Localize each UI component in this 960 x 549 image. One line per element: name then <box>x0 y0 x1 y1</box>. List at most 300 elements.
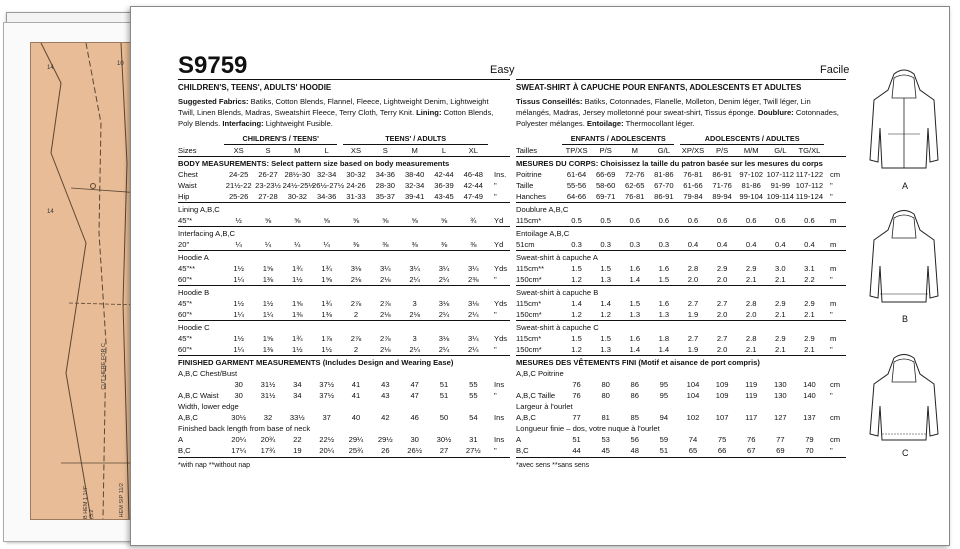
table-row <box>178 191 510 202</box>
row-value: 2.9 <box>775 334 786 343</box>
row-value: ⅝ <box>411 216 418 225</box>
sizes-row <box>178 145 510 156</box>
row-value: 1⅜ <box>292 310 303 319</box>
row-value: 2.0 <box>716 345 728 354</box>
row-value: ⅜ <box>382 240 389 249</box>
row-value: 50 <box>439 413 449 422</box>
row-value: 1¾ <box>292 334 303 343</box>
row-value: 2.1 <box>745 345 757 354</box>
row-value: 61-66 <box>683 181 703 190</box>
table-rule <box>178 202 510 203</box>
row-value: 33½ <box>289 413 305 422</box>
row-value: 46-48 <box>463 170 484 179</box>
row-label: 60"* <box>178 310 193 319</box>
row-value: 3¼ <box>380 264 391 273</box>
row-value: 76-81 <box>683 170 703 179</box>
size-cell: TP/XS <box>565 146 588 155</box>
yardage-group-title: Hoodie B <box>178 288 210 297</box>
row-value: 2.0 <box>716 275 728 284</box>
row-value: ⅝ <box>323 216 330 225</box>
finished-group-title: A,B,C Chest/Bust <box>178 369 238 378</box>
row-value: 46 <box>410 413 419 422</box>
yardage-group-title: Hoodie A <box>178 253 209 262</box>
row-value: 86 <box>630 380 639 389</box>
row-value: 86-91 <box>712 170 732 179</box>
table-row <box>178 274 510 285</box>
yardage-group-title: Doublure A,B,C <box>516 205 569 214</box>
row-value: 54 <box>469 413 478 422</box>
row-value: 36-39 <box>434 181 454 190</box>
finished-group-title: Width, lower edge <box>178 402 239 411</box>
hoodie-view-a-illustration <box>864 68 944 180</box>
row-value: 34-36 <box>316 192 337 201</box>
row-value: 42 <box>381 413 390 422</box>
yardage-group-title: Entoilage A,B,C <box>516 229 570 238</box>
row-unit: " <box>494 192 497 201</box>
row-label: 45"** <box>178 264 196 273</box>
row-value: 1½ <box>292 275 303 284</box>
row-value: 1½ <box>321 345 332 354</box>
row-value: 1.2 <box>571 275 582 284</box>
row-value: 30-32 <box>287 192 308 201</box>
row-value: 2.7 <box>716 334 728 343</box>
row-value: 75 <box>717 435 727 444</box>
size-cell: S <box>265 146 271 155</box>
size-cell: M <box>294 146 301 155</box>
row-value: 2¼ <box>468 310 479 319</box>
row-value: 51 <box>439 391 449 400</box>
row-value: 0.3 <box>571 240 582 249</box>
size-cell: P/S <box>599 146 612 155</box>
row-value: 2⅛ <box>380 345 391 354</box>
row-value: 20¼ <box>231 435 247 444</box>
table-row <box>516 263 846 274</box>
row-value: 1.4 <box>571 299 582 308</box>
row-value: 2⅛ <box>380 310 391 319</box>
row-value: 1.3 <box>629 310 641 319</box>
row-label: A,B,C Taille <box>516 391 556 400</box>
row-value: ¼ <box>235 240 242 249</box>
row-value: 1⅝ <box>262 334 274 343</box>
row-value: 2⅛ <box>409 310 420 319</box>
row-unit: Ins. <box>494 170 507 179</box>
row-unit: m <box>830 240 837 249</box>
table-row <box>178 390 510 401</box>
row-value: 77 <box>776 435 785 444</box>
row-value: 79 <box>805 435 814 444</box>
table-row <box>516 344 846 355</box>
size-cell: M/M <box>743 146 759 155</box>
row-unit: " <box>494 181 497 190</box>
table-row <box>178 263 510 274</box>
row-value: 47-49 <box>463 192 484 201</box>
row-value: 2.0 <box>716 310 728 319</box>
tissue-lines <box>31 43 141 519</box>
row-value: 1¾ <box>292 264 303 273</box>
lining-text: Cotonnades, Polyester mélanges. <box>516 108 839 128</box>
row-unit: " <box>830 310 833 319</box>
row-value: 45 <box>601 446 610 455</box>
row-label: 150cm* <box>516 310 542 319</box>
table-row <box>516 333 846 344</box>
row-value: 28-30 <box>375 181 396 190</box>
size-group-header: ENFANTS / ADOLESCENTS <box>562 134 674 145</box>
row-value: 91-99 <box>770 181 791 190</box>
row-label: Hip <box>178 192 190 201</box>
row-value: 109-114 <box>766 192 794 201</box>
row-value: 3 <box>412 334 417 343</box>
row-value: 1½ <box>262 299 274 308</box>
row-value: 3⅛ <box>438 334 450 343</box>
row-label: 115cm* <box>516 299 542 308</box>
size-cell: L <box>324 146 329 155</box>
row-value: 1.4 <box>600 299 611 308</box>
fabrics-text: Batiks, Cotonnades, Flanelle, Molleton, Denim léger, Twill léger, Lin mélangés, Madras, Jersey molletonné pour sweat-shirt, Tissus éponge. <box>516 97 811 117</box>
row-value: 26 <box>381 446 390 455</box>
row-value: 51 <box>439 380 449 389</box>
row-unit: cm <box>830 435 841 444</box>
row-value: 2.9 <box>775 299 786 308</box>
row-unit: m <box>830 216 837 225</box>
row-label: 115cm* <box>516 334 542 343</box>
size-cell: XL <box>468 146 478 155</box>
row-value: 28½-30 <box>284 170 311 179</box>
row-value: 2.1 <box>775 275 786 284</box>
table-row <box>178 379 510 390</box>
row-value: ¼ <box>323 240 330 249</box>
row-value: 70 <box>805 446 814 455</box>
table-rule <box>516 285 846 286</box>
row-unit: " <box>830 446 833 455</box>
row-value: 3¼ <box>438 264 450 273</box>
size-cell: XS <box>350 146 362 155</box>
row-value: 23-23½ <box>255 181 281 190</box>
table-rule <box>516 226 846 227</box>
row-value: 1⅜ <box>321 310 332 319</box>
table-rule <box>178 457 510 458</box>
row-value: 0.6 <box>687 216 699 225</box>
row-value: 76 <box>572 380 581 389</box>
row-value: 2.1 <box>804 310 815 319</box>
finished-measurements-title: MESURES DES VÊTEMENTS FINI (Motif et aisance de port compris) <box>516 358 760 367</box>
row-value: 76 <box>572 391 581 400</box>
row-value: 0.6 <box>804 216 815 225</box>
row-label: A,B,C <box>178 413 198 422</box>
row-value: 1¾ <box>321 264 332 273</box>
row-value: 69 <box>776 446 785 455</box>
view-label-a: A <box>902 181 909 191</box>
row-value: 2 <box>353 345 359 354</box>
row-value: 99-104 <box>739 192 764 201</box>
row-value: 1.4 <box>629 275 641 284</box>
table-row <box>178 169 510 180</box>
table-rule <box>178 355 510 356</box>
row-value: 66-69 <box>595 170 616 179</box>
table-row <box>516 309 846 320</box>
row-value: 2.9 <box>745 264 757 273</box>
row-label: Poitrine <box>516 170 542 179</box>
fabrics-text: Batiks, Cotton Blends, Flannel, Fleece, Lightweight Denim, Lightweight Twill, Linen Blends, Madras, Sweatshirt Fleece, Terry Cloth, Terry Knit. <box>178 97 489 117</box>
row-label: A,B,C Waist <box>178 391 219 400</box>
row-label: 45"* <box>178 334 193 343</box>
lining-label: Lining: <box>416 108 442 117</box>
row-value: 30 <box>234 391 243 400</box>
row-value: 1¼ <box>233 310 244 319</box>
row-value: 2.9 <box>804 299 815 308</box>
row-value: 1.5 <box>571 334 582 343</box>
row-value: 107-112 <box>766 170 794 179</box>
finished-group-title: Finished back length from base of neck <box>178 424 311 433</box>
row-unit: cm <box>830 380 841 389</box>
row-unit: " <box>494 275 497 284</box>
row-value: 2⅛ <box>350 275 362 284</box>
row-value: 1¼ <box>233 275 244 284</box>
row-value: 2¼ <box>409 275 420 284</box>
size-cell: G/L <box>657 146 670 155</box>
row-unit: Yd <box>494 240 504 249</box>
row-value: 25¾ <box>348 446 364 455</box>
row-value: 127 <box>773 413 787 422</box>
row-value: 1½ <box>292 345 303 354</box>
size-cell: M <box>411 146 418 155</box>
title-en: CHILDREN'S, TEENS', ADULTS' HOODIE <box>178 83 332 92</box>
row-value: 94 <box>659 413 669 422</box>
row-value: 1⅜ <box>262 275 274 284</box>
row-value: 41 <box>351 391 361 400</box>
row-value: 2⅞ <box>380 334 391 343</box>
row-value: 27½ <box>465 446 481 455</box>
row-value: 27-28 <box>258 192 278 201</box>
table-rule <box>178 250 510 251</box>
row-value: 55 <box>469 391 478 400</box>
table-row <box>178 412 510 423</box>
title-fr: SWEAT-SHIRT À CAPUCHE POUR ENFANTS, ADOLESCENTS ET ADULTES <box>516 83 802 92</box>
row-label: Taille <box>516 181 534 190</box>
row-value: 53 <box>601 435 610 444</box>
row-value: ¼ <box>264 240 272 249</box>
row-value: 34 <box>293 380 302 389</box>
row-value: 104 <box>686 380 700 389</box>
measurement-table-fr <box>516 134 846 494</box>
row-label: B,C <box>516 446 529 455</box>
interfacing-label: Entoilage: <box>586 119 624 128</box>
view-label-c: C <box>902 448 909 458</box>
body-measurements-title: MESURES DU CORPS: Choisissez la taille du patron basée sur les mesures du corps <box>516 159 823 168</box>
row-value: 0.4 <box>804 240 815 249</box>
row-value: 51 <box>572 435 581 444</box>
row-value: 71-76 <box>712 181 732 190</box>
sizes-row <box>516 145 846 156</box>
row-value: 37 <box>322 413 331 422</box>
row-value: ⅜ <box>352 240 360 249</box>
fabrics-label: Suggested Fabrics: <box>178 97 249 106</box>
row-value: 0.4 <box>745 240 757 249</box>
row-label: Chest <box>178 170 198 179</box>
table-row <box>516 180 846 191</box>
row-value: ⅝ <box>382 216 389 225</box>
yardage-group-title: Hoodie C <box>178 323 210 332</box>
footnote: *avec sens **sans sens <box>516 462 590 469</box>
row-value: 29¼ <box>348 435 364 444</box>
size-cell: L <box>441 146 447 155</box>
table-row <box>178 309 510 320</box>
row-value: 44 <box>572 446 581 455</box>
table-rule <box>516 457 846 458</box>
row-label: 150cm* <box>516 345 542 354</box>
row-value: 35-37 <box>375 192 396 201</box>
row-value: ½ <box>235 216 242 225</box>
row-label: 60"* <box>178 345 193 354</box>
row-value: 69-71 <box>595 192 616 201</box>
row-value: 1.4 <box>658 345 670 354</box>
table-row <box>178 298 510 309</box>
row-value: 3⅛ <box>438 299 450 308</box>
row-value: 38-40 <box>404 170 425 179</box>
table-row <box>516 298 846 309</box>
row-value: 32 <box>263 413 273 422</box>
size-group-header: ADOLESCENTS / ADULTES <box>680 134 824 145</box>
row-value: 30 <box>410 435 419 444</box>
row-value: 72-76 <box>625 170 645 179</box>
row-unit: " <box>494 310 497 319</box>
tissue-hem-text: B HEM 1 1/4" (3.2 <box>83 485 95 519</box>
sizes-label: Tailles <box>516 146 538 155</box>
row-value: 1.4 <box>629 345 641 354</box>
row-value: 109 <box>715 380 729 389</box>
row-value: 1⅝ <box>262 264 274 273</box>
row-label: Waist <box>178 181 197 190</box>
fabrics-en <box>178 96 506 129</box>
yardage-group-title: Sweat-shirt à capuche C <box>516 323 599 332</box>
row-value: 2⅞ <box>350 334 362 343</box>
tissue-number: 14 <box>47 209 54 215</box>
row-label: 115cm* <box>516 216 542 225</box>
row-value: 1¼ <box>233 345 244 354</box>
table-rule <box>516 355 846 356</box>
size-group-header: CHILDREN'S / TEENS' <box>224 134 337 145</box>
size-cell: TG/XL <box>798 146 821 155</box>
row-value: 0.4 <box>716 240 728 249</box>
row-value: 130 <box>773 380 787 389</box>
row-unit: Ins <box>494 435 505 444</box>
row-value: ⅝ <box>264 216 272 225</box>
row-unit: Yds <box>494 334 508 343</box>
table-row <box>516 215 846 226</box>
row-value: 62-65 <box>625 181 645 190</box>
row-value: 3¼ <box>468 264 479 273</box>
row-value: 67-70 <box>654 181 674 190</box>
row-value: 0.5 <box>571 216 582 225</box>
finished-measurements-title: FINISHED GARMENT MEASUREMENTS (Includes Design and Wearing Ease) <box>178 358 454 367</box>
row-unit: m <box>830 264 837 273</box>
row-value: 25-26 <box>228 192 249 201</box>
row-value: 119 <box>745 391 758 400</box>
pattern-code: S9759 <box>178 52 248 79</box>
row-value: 1½ <box>233 299 244 308</box>
row-unit: Yds <box>494 299 508 308</box>
row-value: 24-25 <box>228 170 249 179</box>
row-value: 37½ <box>319 380 335 389</box>
row-value: 1.9 <box>687 310 699 319</box>
size-cell: P/S <box>715 146 729 155</box>
row-value: 22½ <box>319 435 335 444</box>
row-value: 22 <box>293 435 302 444</box>
yardage-group-title: Sweat-shirt à capuche A <box>516 253 598 262</box>
row-value: 109 <box>715 391 729 400</box>
table-row <box>516 239 846 250</box>
row-value: ¼ <box>294 240 301 249</box>
row-value: 0.6 <box>775 216 786 225</box>
table-rule <box>516 202 846 203</box>
measurement-table-en <box>178 134 510 494</box>
row-value: 2.0 <box>745 310 757 319</box>
row-value: 0.3 <box>600 240 611 249</box>
row-value: 119 <box>745 380 758 389</box>
row-value: 39-41 <box>404 192 425 201</box>
row-value: 31½ <box>260 391 276 400</box>
row-value: 2.8 <box>745 299 757 308</box>
row-value: 2¼ <box>438 275 450 284</box>
row-value: 30½ <box>436 435 452 444</box>
row-value: 2.9 <box>716 264 728 273</box>
row-value: ⅜ <box>411 240 418 249</box>
row-label: B,C <box>178 446 191 455</box>
row-value: 3.0 <box>775 264 786 273</box>
table-row <box>516 169 846 180</box>
row-value: 42-44 <box>434 170 454 179</box>
row-unit: cm <box>830 413 841 422</box>
row-value: 32-34 <box>316 170 337 179</box>
row-value: 140 <box>803 380 816 389</box>
row-value: 77 <box>572 413 581 422</box>
row-value: 76 <box>746 435 756 444</box>
row-value: 86-91 <box>654 192 674 201</box>
row-value: 1.6 <box>658 299 670 308</box>
row-value: 65 <box>688 446 698 455</box>
row-value: 29½ <box>377 435 393 444</box>
table-row <box>516 390 846 401</box>
row-value: ⅜ <box>470 240 477 249</box>
row-value: 43 <box>381 380 390 389</box>
table-row <box>178 344 510 355</box>
row-value: 140 <box>803 391 816 400</box>
row-value: ⅝ <box>294 216 301 225</box>
row-unit: cm <box>830 170 841 179</box>
row-value: 1.6 <box>629 264 641 273</box>
row-value: 30 <box>234 380 243 389</box>
table-row <box>178 434 510 445</box>
divider <box>516 79 846 80</box>
row-value: 0.6 <box>745 216 757 225</box>
table-row <box>516 412 846 423</box>
row-value: 19 <box>293 446 302 455</box>
size-group-header: TEENS' / ADULTS <box>343 134 488 145</box>
row-value: 17¾ <box>260 446 276 455</box>
row-value: 2.7 <box>716 299 728 308</box>
row-unit: " <box>494 345 497 354</box>
table-row <box>178 445 510 456</box>
row-value: 1.9 <box>687 345 699 354</box>
row-value: 31½ <box>260 380 276 389</box>
hoodie-view-b-illustration <box>864 210 944 310</box>
row-value: 104 <box>686 391 700 400</box>
row-unit: Ins <box>494 380 505 389</box>
row-value: 27 <box>439 446 449 455</box>
table-rule <box>178 285 510 286</box>
row-value: 26-27 <box>258 170 278 179</box>
sizes-label: Sizes <box>178 146 197 155</box>
row-value: 0.3 <box>658 240 670 249</box>
